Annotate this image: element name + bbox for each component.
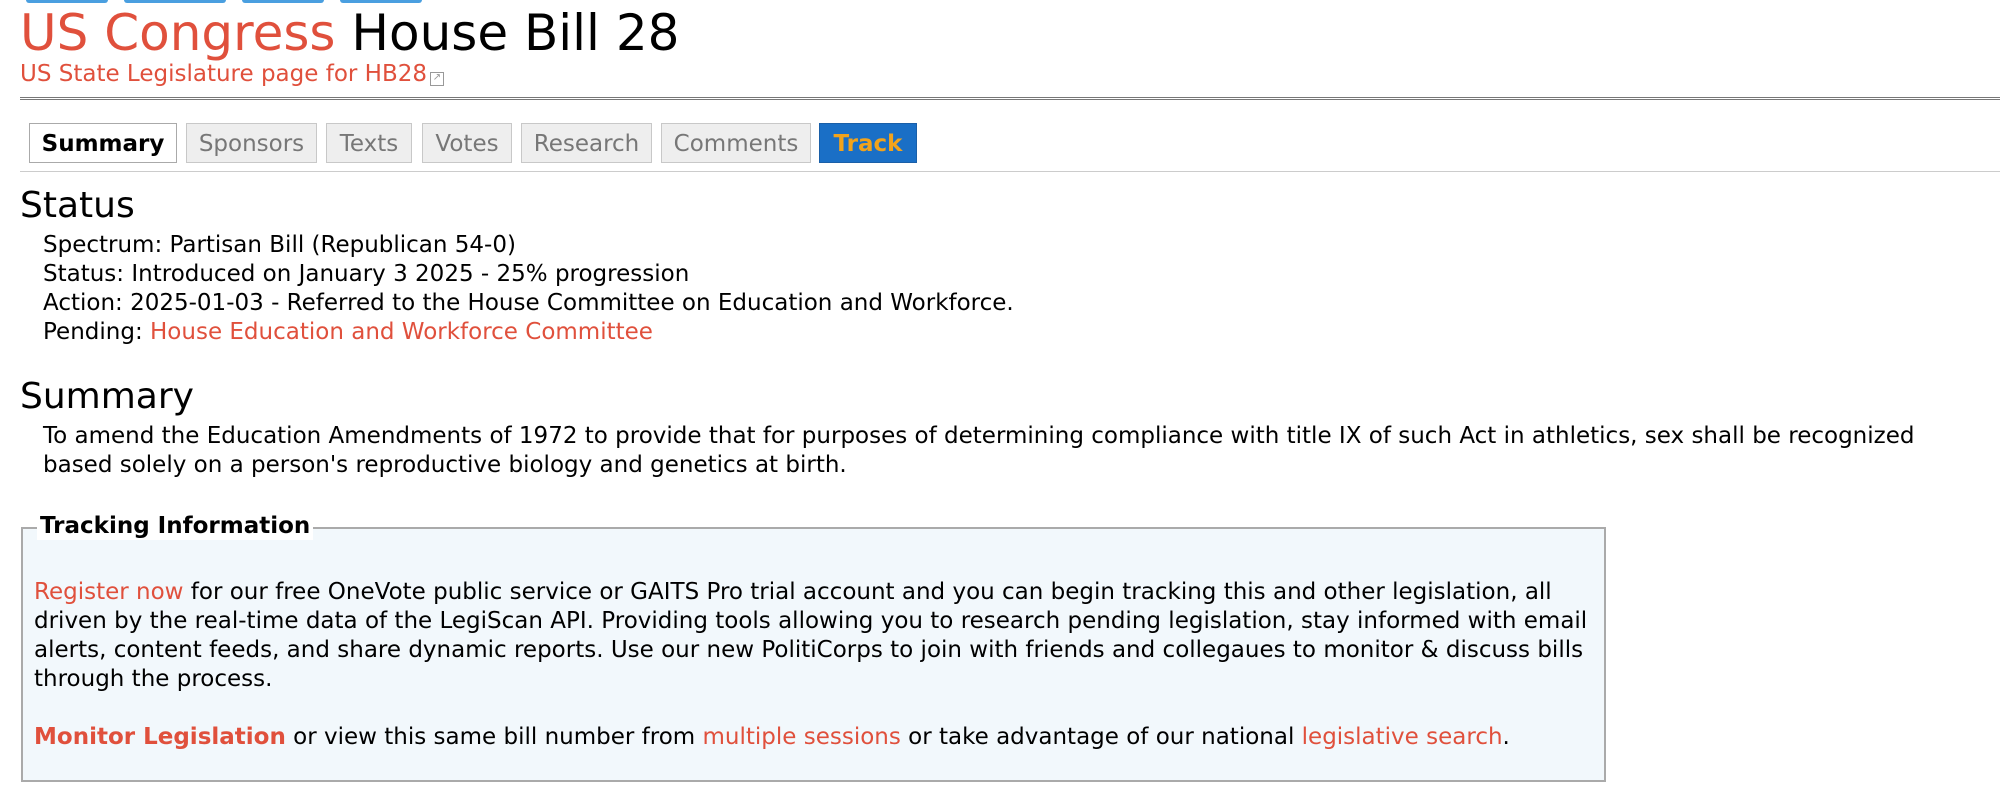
monitor-text-b: or take advantage of our national	[908, 724, 1295, 750]
spectrum-label: Spectrum:	[43, 232, 163, 258]
action-value: 2025-01-03 - Referred to the House Committee on Education and Workforce.	[130, 290, 1014, 316]
tracking-monitor-paragraph	[34, 723, 1594, 752]
header-divider	[20, 97, 2000, 100]
action-line	[43, 289, 1014, 317]
pending-line	[43, 318, 653, 346]
tracking-register-paragraph	[34, 578, 1594, 694]
tab-divider	[20, 171, 2000, 172]
tab-summary[interactable]: Summary	[29, 123, 177, 163]
page-title	[20, 3, 679, 63]
pending-committee-link[interactable]: House Education and Workforce Committee	[150, 319, 653, 345]
status-label: Status:	[43, 261, 125, 287]
tracking-legend: Tracking Information	[37, 512, 313, 540]
tab-sponsors[interactable]: Sponsors	[186, 123, 317, 163]
spectrum-line	[43, 231, 516, 259]
monitor-text-a: or view this same bill number from	[293, 724, 696, 750]
tracking-info-box	[21, 513, 1606, 782]
tab-votes[interactable]: Votes	[422, 123, 512, 163]
spectrum-value: Partisan Bill (Republican 54-0)	[169, 232, 516, 258]
title-jurisdiction: US Congress	[20, 4, 336, 62]
summary-text: To amend the Education Amendments of 1972 to provide that for purposes of determining compliance with title IX of such Act in athletics, sex shall be recognized based solely on a person's reproductive biology and genetics at birth.	[43, 423, 1915, 478]
tab-texts[interactable]: Texts	[326, 123, 412, 163]
register-text: for our free OneVote public service or GAITS Pro trial account and you can begin tracking this and other legislation, all driven by the real-time data of the LegiScan API. Providing tools allowing you to research pending legislation, stay informed with email alerts, content feeds, and share dynamic reports. Use our new PolitiCorps to join with friends and collegaues to monitor & discuss bills through the process.	[34, 579, 1588, 692]
pending-label: Pending:	[43, 319, 143, 345]
status-heading: Status	[20, 185, 135, 226]
action-label: Action:	[43, 290, 123, 316]
title-bill: House Bill 28	[351, 4, 680, 62]
tab-comments[interactable]: Comments	[661, 123, 811, 163]
summary-heading: Summary	[20, 376, 194, 417]
register-now-link[interactable]: Register now	[34, 579, 184, 605]
monitor-legislation-link[interactable]: Monitor Legislation	[34, 724, 286, 750]
status-value: Introduced on January 3 2025 - 25% progression	[131, 261, 690, 287]
state-legislature-link-label[interactable]: US State Legislature page for HB28	[20, 61, 427, 87]
monitor-text-c: .	[1502, 724, 1510, 750]
state-legislature-link[interactable]	[20, 60, 444, 88]
tab-research[interactable]: Research	[521, 123, 652, 163]
multiple-sessions-link[interactable]: multiple sessions	[702, 724, 901, 750]
external-link-icon: ↗	[430, 72, 444, 86]
status-line	[43, 260, 689, 288]
legislative-search-link[interactable]: legislative search	[1301, 724, 1503, 750]
tab-track[interactable]: Track	[819, 123, 917, 163]
